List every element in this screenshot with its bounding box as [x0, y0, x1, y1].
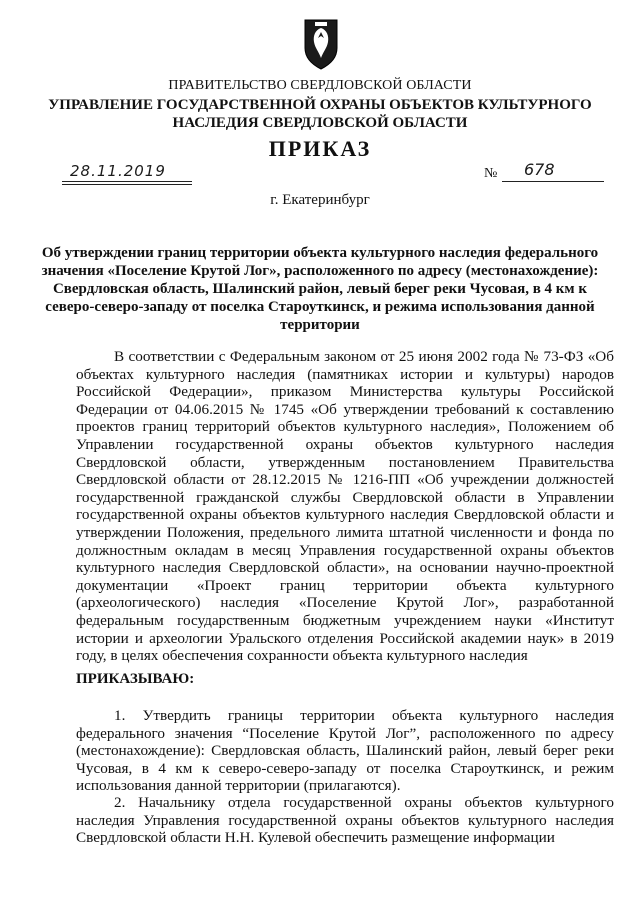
government-name: ПРАВИТЕЛЬСТВО СВЕРДЛОВСКОЙ ОБЛАСТИ	[168, 78, 472, 93]
order-heading: ПРИКАЗЫВАЮ:	[76, 671, 195, 687]
order-item-2: 2. Начальнику отдела государственной охраны объектов культурного наследия Управления государственной охраны объектов культурного наследия Свердловской области Н.Н. Кулевой обеспечить размещение информации	[76, 794, 614, 847]
number-sign: №	[484, 166, 498, 181]
coat-of-arms-emblem	[301, 18, 341, 70]
preamble-paragraph: В соответствии с Федеральным законом от 25 июня 2002 года № 73-ФЗ «Об объектах культурного наследия (памятниках истории и культуры) народов Российской Федерации», приказом Министерства культуры Российской Федерации от 04.06.2015 № 1745 «Об утверждении требований к составлению проектов границ территорий объектов культурного наследия», Положением об Управлении государственной охраны объектов культурного наследия Свердловской области, утвержденным постановлением Правительства Свердловской области от 28.12.2015 № 1216-ПП «Об учреждении должностей государственной гражданской службы Свердловской области в Управлении государственной охраны объектов культурного наследия Свердловской области и утверждении Положения, предельного лимита штатной численности и фонда по должностным окладам в месяц Управления государственной охраны объектов культурного наследия Свердловской области», на основании научно-проектной документации «Проект границ территории объекта культурного (археологического) наследия «Поселение Крутой Лог», разработанной федеральным государственным бюджетным учреждением науки «Институт истории и археологии Уральского отделения Российской академии наук» в 2019 году, в целях обеспечения сохранности объекта культурного наследия	[76, 348, 614, 665]
document-title: ПРИКАЗ	[268, 136, 372, 161]
document-date	[62, 162, 192, 184]
order-subject: Об утверждении границ территории объекта культурного наследия федерального значения «Поселение Крутой Лог», расположенного по адресу (местонахождение): Свердловская область, Шалинский район, левый берег реки Чусовая, в 4 км к северо-северо-западу от поселка Староуткинск, и режима использования данной территории	[41, 245, 599, 333]
document-number	[484, 162, 604, 184]
department-name: УПРАВЛЕНИЕ ГОСУДАРСТВЕННОЙ ОХРАНЫ ОБЪЕКТОВ КУЛЬТУРНОГО НАСЛЕДИЯ СВЕРДЛОВСКОЙ ОБЛАСТИ	[48, 97, 592, 131]
number-value: 678	[524, 160, 555, 179]
order-item-1: 1. Утвердить границы территории объекта культурного наследия федерального значения “Поселение Крутой Лог”, расположенного по адресу (местонахождение): Свердловская область, Шалинский район, левый берег реки Чусовая, в 4 км к северо-северо-западу от поселка Староуткинск, и режим использования данной территории (прилагаются).	[76, 707, 614, 795]
date-value: 28.11.2019	[70, 162, 166, 180]
number-underline	[502, 181, 604, 182]
city-line: г. Екатеринбург	[270, 192, 370, 208]
date-underline	[62, 181, 192, 182]
date-underline-2	[62, 184, 192, 185]
